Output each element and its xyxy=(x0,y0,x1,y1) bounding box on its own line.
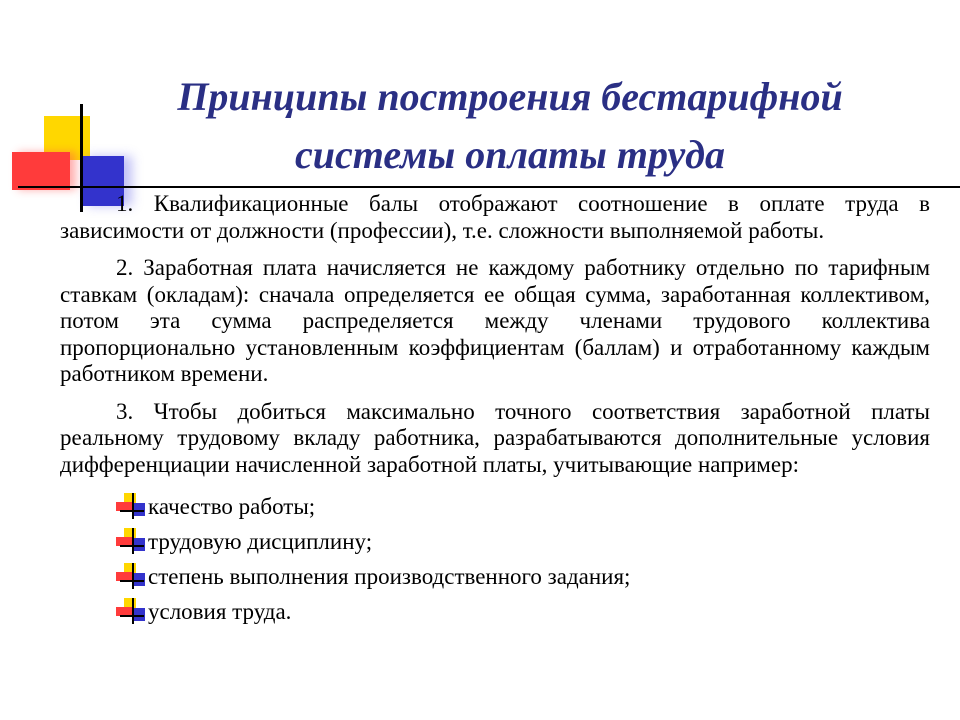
red-square xyxy=(12,152,70,190)
list-item-label: трудовую дисциплину; xyxy=(148,529,373,554)
paragraph-1: 1. Квалификационные балы отображают соотношение в оплате труда в зависимости от должности (профессии), т.е. сложности выполняемой работы. xyxy=(60,191,930,243)
list-item-label: качество работы; xyxy=(148,494,316,519)
list-item xyxy=(60,594,930,629)
bullet-icon xyxy=(116,598,150,624)
slide-title: Принципы построения бестарифной системы оплаты труда xyxy=(177,74,843,177)
list-item xyxy=(60,559,930,594)
title-underline xyxy=(18,186,960,188)
bullet-icon xyxy=(116,493,150,519)
slide-body xyxy=(60,191,930,629)
list-item-label: степень выполнения производственного задания; xyxy=(148,564,631,589)
paragraph-2: 2. Заработная плата начисляется не каждому работнику отдельно по тарифным ставкам (окладам): сначала определяется ее общая сумма, заработанная коллективом, потом эта сумма распределяется между членами трудового коллектива пропорционально установленным коэффициентам (баллам) и отработанному каждым работником времени. xyxy=(60,255,930,386)
list-item-label: условия труда. xyxy=(148,599,292,624)
list-item xyxy=(60,489,930,524)
bullet-list xyxy=(60,489,930,629)
list-item xyxy=(60,524,930,559)
paragraph-3: 3. Чтобы добиться максимально точного соответствия заработной платы реальному трудовому вкладу работника, разрабатываются дополнительные условия дифференциации начисленной заработной платы, учитывающие например: xyxy=(60,398,930,477)
bullet-icon xyxy=(116,563,150,589)
bullet-icon xyxy=(116,528,150,554)
